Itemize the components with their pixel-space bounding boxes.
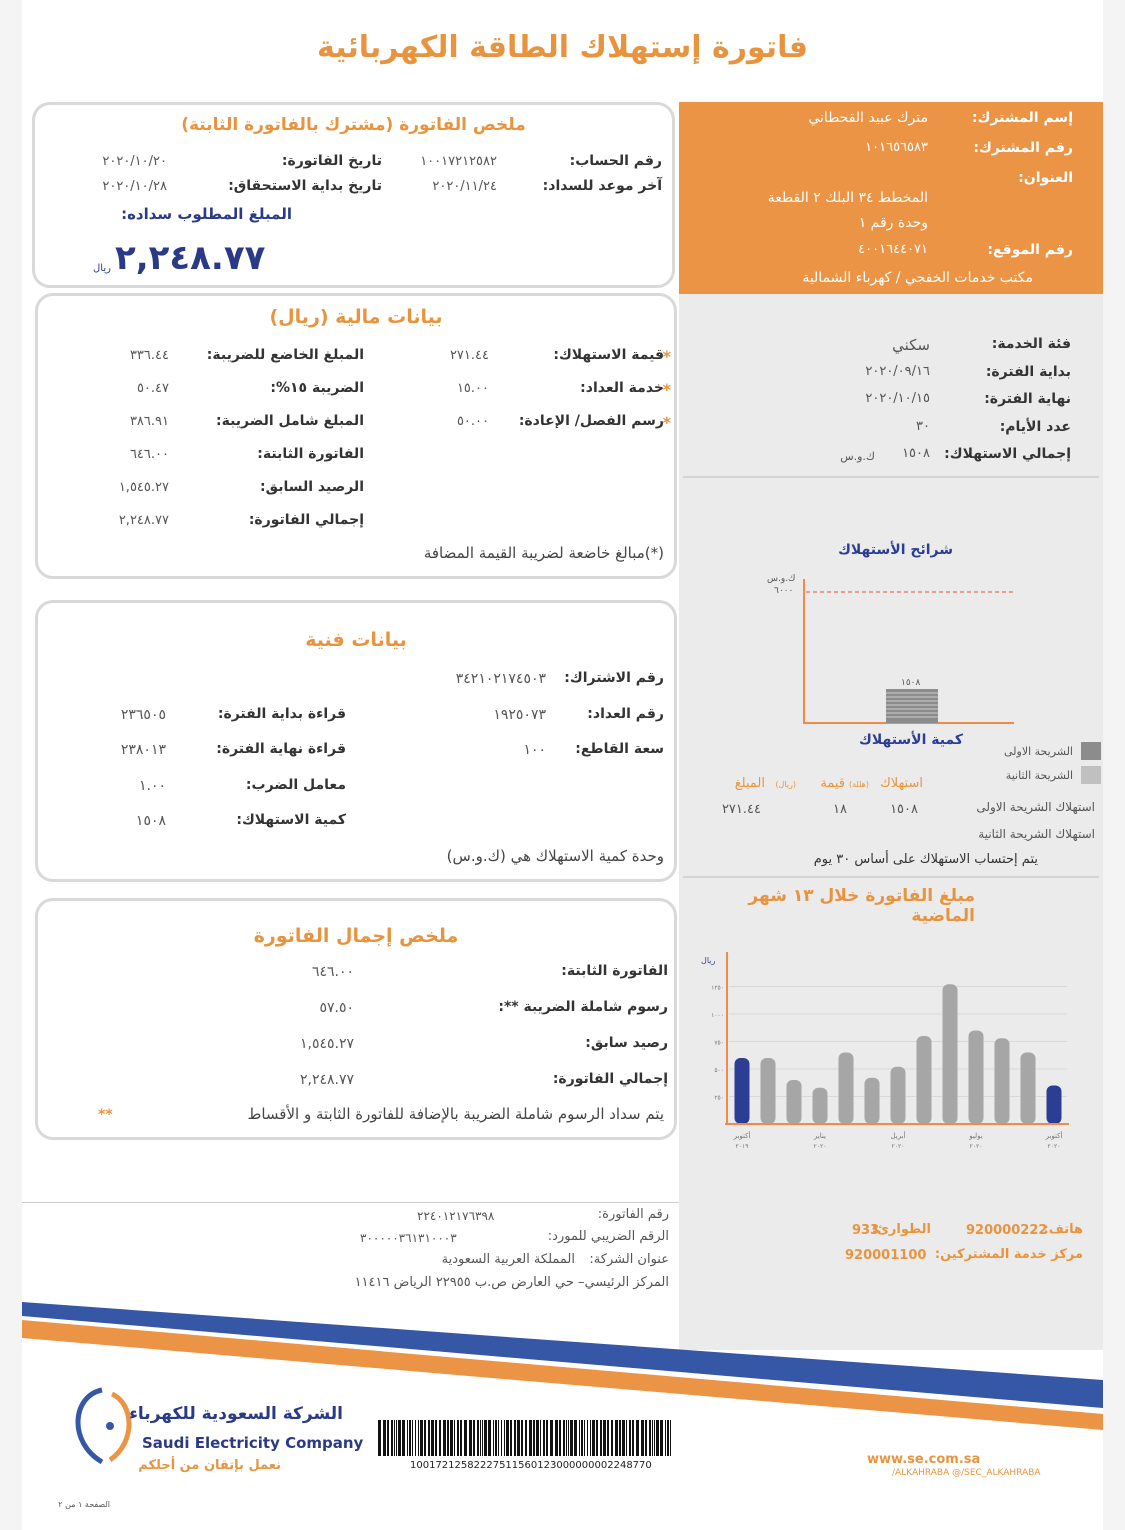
history-bar xyxy=(813,1088,828,1124)
barcode-bar xyxy=(559,1420,561,1456)
amount-due-label: المبلغ المطلوب سداده: xyxy=(121,205,292,223)
history-ylabel: ريال xyxy=(701,956,716,965)
taxable-mark: * xyxy=(662,380,671,399)
barcode-bar xyxy=(510,1420,512,1456)
barcode-bar xyxy=(579,1420,580,1456)
barcode-bar xyxy=(521,1420,523,1456)
technical-box xyxy=(35,600,677,882)
history-bar xyxy=(1021,1053,1036,1125)
barcode-bar xyxy=(665,1420,666,1456)
taxable-mark: * xyxy=(662,413,671,432)
totals-row-value: ٢,٢٤٨.٧٧ xyxy=(299,1072,354,1088)
site-number: ٤٠٠١٦٤٤٠٧١ xyxy=(858,242,928,257)
tier1-consumption: ١٥٠٨ xyxy=(890,802,918,817)
tiers-unit: ك.و.س xyxy=(767,574,796,584)
history-title: مبلغ الفاتورة خلال ١٣ شهر الماضية xyxy=(748,886,975,926)
financial-note: (*)مبالغ خاضعة لضريبة القيمة المضافة xyxy=(423,544,664,562)
company-address-label: عنوان الشركة: xyxy=(589,1252,669,1267)
consumption-quantity: ١٥٠٨ xyxy=(135,813,166,829)
consumption-label: كمية الاستهلاك: xyxy=(236,812,346,828)
taxable-mark: * xyxy=(662,347,671,366)
barcode-bar xyxy=(396,1420,397,1456)
history-bar xyxy=(839,1053,854,1125)
barcode-bar xyxy=(517,1420,520,1456)
subscription-label: رقم الاشتراك: xyxy=(564,670,664,686)
invoice-date-label: تاريخ الفاتورة: xyxy=(281,153,382,169)
amount-currency: ريال xyxy=(93,263,111,274)
history-xtick-year: ٢٠٢٠ xyxy=(1047,1143,1061,1150)
account-number: ١٠٠١٧٢١٢٥٨٢ xyxy=(420,154,497,169)
company-address: المملكة العربية السعودية xyxy=(441,1252,575,1267)
end-read-label: قراءة نهاية الفترة: xyxy=(216,741,346,757)
barcode-bar xyxy=(563,1420,565,1456)
barcode-bar xyxy=(656,1420,659,1456)
tiers-chart xyxy=(759,569,1039,729)
barcode-bar xyxy=(536,1420,539,1456)
total-consumption-unit: ك.و.س xyxy=(840,450,875,463)
page-number: الصفحة ١ من ٢ xyxy=(58,1500,110,1509)
barcode-bar xyxy=(611,1420,613,1456)
barcode-bar xyxy=(418,1420,419,1456)
period-start: ٢٠٢٠/٠٩/١٦ xyxy=(865,364,930,379)
due-date-label: آخر موعد للسداد: xyxy=(542,178,662,194)
financial-right-label: المبلغ الخاضع للضريبة: xyxy=(206,347,364,363)
period-start-label: بداية الفترة: xyxy=(985,364,1071,380)
barcode-bar xyxy=(550,1420,553,1456)
history-bar xyxy=(917,1036,932,1124)
address-line-2: وحدة رقم ١ xyxy=(858,215,928,231)
barcode-bar xyxy=(428,1420,430,1456)
barcode-bar xyxy=(660,1420,663,1456)
barcode-bar xyxy=(592,1420,595,1456)
barcode-bar xyxy=(603,1420,606,1456)
customer-center-number[interactable]: 920001100 xyxy=(845,1248,927,1263)
company-name-ar: الشركة السعودية للكهرباء xyxy=(129,1404,343,1424)
financial-box xyxy=(35,293,677,579)
barcode-bar xyxy=(450,1420,453,1456)
barcode-bar xyxy=(493,1420,494,1456)
financial-left-label: قيمة الاستهلاك: xyxy=(553,347,664,363)
barcode-bar xyxy=(473,1420,475,1456)
history-bar xyxy=(943,984,958,1124)
technical-note: وحدة كمية الاستهلاك هي (ك.و.س) xyxy=(446,847,664,865)
barcode-bar xyxy=(454,1420,455,1456)
tier2-row-label: استهلاك الشريحة الثانية xyxy=(978,827,1095,841)
totals-note-stars: ** xyxy=(98,1107,113,1123)
social-handles[interactable]: /ALKAHRABA @/SEC_ALKAHRABA xyxy=(892,1468,1041,1478)
subscriber-panel xyxy=(679,102,1103,294)
legend-tier1-swatch xyxy=(1081,742,1101,760)
totals-heading: ملخص إجمال الفاتورة xyxy=(253,925,459,947)
barcode-bar xyxy=(641,1420,644,1456)
address-line-1: المخطط ٣٤ البلك ٢ القطعة xyxy=(767,190,928,206)
period-end-label: نهاية الفترة: xyxy=(984,391,1071,407)
history-chart xyxy=(679,944,1099,1159)
barcode-bar xyxy=(629,1420,631,1456)
barcode-bar xyxy=(383,1420,386,1456)
barcode-bar xyxy=(546,1420,548,1456)
emergency-label: الطوارئ: xyxy=(871,1222,931,1237)
summary-heading: ملخص الفاتورة (مشترك بالفاتورة الثابتة) xyxy=(181,115,526,135)
legend-tier1: الشريحة الاولى xyxy=(1003,745,1073,758)
subscriber-name: مترك عبيد القحطاني xyxy=(808,110,928,126)
tier-limit-label: ٦٠٠٠ xyxy=(774,586,794,596)
divider xyxy=(683,876,1099,878)
service-category: سكني xyxy=(892,336,930,354)
barcode-bar xyxy=(670,1420,671,1456)
totals-row-label: رسوم شاملة الضريبة **: xyxy=(498,999,668,1015)
start-read-label: قراءة بداية الفترة: xyxy=(217,706,346,722)
barcode-bar xyxy=(498,1420,499,1456)
days: ٣٠ xyxy=(916,419,930,434)
history-bar xyxy=(787,1080,802,1124)
barcode-bar xyxy=(469,1420,472,1456)
barcode-bar xyxy=(619,1420,621,1456)
barcode-bar xyxy=(407,1420,408,1456)
barcode-bar xyxy=(402,1420,405,1456)
barcode-bar xyxy=(590,1420,591,1456)
amount-due: ٢,٢٤٨.٧٧ xyxy=(115,238,266,278)
barcode-bar xyxy=(622,1420,625,1456)
invoice-number: ٢٢٤٠١٢١٧٦٣٩٨ xyxy=(417,1209,495,1223)
phone-number[interactable]: 920000222 xyxy=(966,1223,1048,1238)
history-bar xyxy=(761,1058,776,1124)
divider xyxy=(22,1202,679,1203)
barcode-bar xyxy=(555,1420,558,1456)
invoice-number-label: رقم الفاتورة: xyxy=(597,1207,669,1222)
website-link[interactable]: www.se.com.sa xyxy=(867,1452,981,1467)
barcode-bar xyxy=(587,1420,588,1456)
barcode-bar xyxy=(477,1420,479,1456)
financial-right-value: ٣٣٦.٤٤ xyxy=(129,348,169,363)
customer-center-label: مركز خدمة المشتركين: xyxy=(934,1247,1083,1262)
history-xtick-month: يوليو xyxy=(969,1132,983,1140)
tier1-row-label: استهلاك الشريحة الاولى xyxy=(976,800,1095,814)
financial-right-label: المبلغ شامل الضريبة: xyxy=(216,413,364,429)
total-consumption-label: إجمالي الاستهلاك: xyxy=(944,446,1071,462)
financial-right-label: الفاتورة الثابتة: xyxy=(257,446,364,462)
financial-heading: بيانات مالية (ريال) xyxy=(269,306,443,328)
barcode-bar xyxy=(626,1420,627,1456)
barcode-bar xyxy=(645,1420,647,1456)
legend-tier2-swatch xyxy=(1081,766,1101,784)
headquarters: المركز الرئيسي– حي العارض ص.ب ٢٢٩٥٥ الرياض ١١٤١٦ xyxy=(354,1275,669,1290)
history-bar xyxy=(969,1031,984,1125)
history-xtick-year: ٢٠١٩ xyxy=(735,1143,749,1150)
history-xtick-year: ٢٠٢٠ xyxy=(813,1143,827,1150)
tax-number: ٣٠٠٠٠٠٣٦١٣١٠٠٠٣ xyxy=(360,1231,457,1245)
invoice-page xyxy=(22,0,1103,1530)
history-ytick-label: ٧٥٠ xyxy=(714,1039,724,1047)
barcode xyxy=(376,1420,676,1458)
breaker-label: سعة القاطع: xyxy=(575,741,664,757)
barcode-bar xyxy=(581,1420,583,1456)
barcode-bar xyxy=(566,1420,567,1456)
company-slogan: نعمل بإتقان من أجلكم xyxy=(138,1458,281,1473)
due-date: ٢٠٢٠/١١/٢٤ xyxy=(432,179,497,194)
technical-heading: بيانات فنية xyxy=(305,629,407,651)
barcode-bar xyxy=(482,1420,483,1456)
tier-bar xyxy=(886,689,938,723)
totals-box xyxy=(35,898,677,1140)
service-category-label: فئة الخدمة: xyxy=(991,336,1071,352)
barcode-bar xyxy=(525,1420,527,1456)
financial-left-value: ٢٧١.٤٤ xyxy=(449,348,489,363)
barcode-bar xyxy=(607,1420,609,1456)
barcode-bar xyxy=(584,1420,585,1456)
account-label: رقم الحساب: xyxy=(569,153,662,169)
start-reading: ٢٣٦٥٠٥ xyxy=(120,707,166,723)
barcode-bar xyxy=(506,1420,509,1456)
page-title: فاتورة إستهلاك الطاقة الكهربائية xyxy=(317,30,808,65)
invoice-date: ٢٠٢٠/١٠/٢٠ xyxy=(102,154,167,169)
history-xtick-month: أكتوبر xyxy=(733,1132,751,1140)
barcode-bar xyxy=(391,1420,393,1456)
barcode-bar xyxy=(649,1420,651,1456)
financial-left-value: ٥٠.٠٠ xyxy=(456,414,489,429)
barcode-bar xyxy=(514,1420,516,1456)
tier-bar-label: ١٥٠٨ xyxy=(901,678,921,688)
barcode-bar xyxy=(568,1420,569,1456)
barcode-bar xyxy=(464,1420,467,1456)
tax-number-label: الرقم الضريبي للمورد: xyxy=(547,1229,669,1244)
financial-left-value: ١٥.٠٠ xyxy=(456,381,489,396)
barcode-bar xyxy=(543,1420,545,1456)
barcode-bar xyxy=(596,1420,598,1456)
tiers-xlabel: كمية الأستهلاك xyxy=(858,732,963,748)
meter-label: رقم العداد: xyxy=(587,706,664,722)
barcode-bar xyxy=(484,1420,487,1456)
barcode-bar xyxy=(501,1420,502,1456)
history-xtick-month: أكتوبر xyxy=(1045,1132,1063,1140)
days-label: عدد الأيام: xyxy=(999,419,1071,435)
financial-right-value: ٢,٢٤٨.٧٧ xyxy=(118,513,169,528)
barcode-bar xyxy=(667,1420,669,1456)
history-bar xyxy=(735,1058,750,1124)
totals-note: يتم سداد الرسوم شاملة الضريبة بالإضافة للفاتورة الثابتة و الأقساط xyxy=(247,1105,664,1123)
barcode-bar xyxy=(443,1420,446,1456)
totals-row-value: ٥٧.٥٠ xyxy=(319,1000,354,1016)
totals-row-value: ١,٥٤٥.٢٧ xyxy=(299,1036,354,1052)
barcode-bar xyxy=(412,1420,413,1456)
barcode-bar xyxy=(420,1420,423,1456)
sec-logo-icon xyxy=(62,1382,142,1477)
history-ytick-label: ١٠٠٠ xyxy=(711,1012,724,1019)
site-number-label: رقم الموقع: xyxy=(987,242,1073,258)
barcode-bar xyxy=(504,1420,505,1456)
company-name-en: Saudi Electricity Company xyxy=(142,1434,364,1452)
multiplication-factor: ١.٠٠ xyxy=(138,778,166,794)
history-xtick-month: أبريل xyxy=(890,1132,906,1140)
period-end: ٢٠٢٠/١٠/١٥ xyxy=(865,391,930,406)
financial-left-label: رسم الفصل/ الإعادة: xyxy=(518,413,664,429)
subscriber-number-label: رقم المشترك: xyxy=(973,140,1073,156)
barcode-bar xyxy=(632,1420,634,1456)
service-office: مكتب خدمات الخفجي / كهرباء الشمالية xyxy=(802,270,1033,286)
col-amount: المبلغ xyxy=(734,776,765,791)
history-bar xyxy=(995,1038,1010,1124)
barcode-bar xyxy=(457,1420,459,1456)
barcode-bar xyxy=(378,1420,381,1456)
barcode-number: 10017212582227511560123000000002248770 xyxy=(410,1460,652,1471)
history-bar xyxy=(1047,1086,1062,1125)
barcode-bar xyxy=(615,1420,618,1456)
col-consumption: استهلاك xyxy=(880,776,923,791)
barcode-bar xyxy=(431,1420,434,1456)
subscription-number: ٣٤٢١٠٢١٧٤٥٠٣ xyxy=(455,671,546,687)
barcode-bar xyxy=(540,1420,541,1456)
financial-right-label: الضريبة ١٥%: xyxy=(270,380,364,396)
barcode-bar xyxy=(460,1420,462,1456)
barcode-bar xyxy=(415,1420,416,1456)
phone-label: هاتف: xyxy=(1043,1222,1083,1237)
subscriber-number: ١٠١٦٥٦٥٨٣ xyxy=(865,140,928,155)
history-ytick-label: ٥٠٠ xyxy=(714,1067,724,1074)
financial-right-label: الرصيد السابق: xyxy=(259,479,364,495)
barcode-bar xyxy=(424,1420,426,1456)
barcode-bar xyxy=(435,1420,437,1456)
col-rate: قيمة xyxy=(820,776,845,791)
meter-number: ١٩٢٥٠٧٣ xyxy=(493,707,546,723)
total-consumption: ١٥٠٨ xyxy=(902,446,930,461)
divider xyxy=(683,476,1099,478)
barcode-bar xyxy=(480,1420,481,1456)
tier1-amount: ٢٧١.٤٤ xyxy=(721,802,761,817)
side-panel xyxy=(679,294,1103,1350)
tiers-basis: يتم إحتساب الاستهلاك على أساس ٣٠ يوم xyxy=(813,852,1038,867)
totals-row-label: رصيد سابق: xyxy=(585,1035,668,1051)
barcode-bar xyxy=(654,1420,655,1456)
barcode-bar xyxy=(533,1420,535,1456)
barcode-bar xyxy=(439,1420,441,1456)
history-xtick-year: ٢٠٢٠ xyxy=(969,1143,983,1150)
tiers-title: شرائح الأستهلاك xyxy=(838,542,953,558)
history-bar xyxy=(865,1078,880,1124)
totals-row-value: ٦٤٦.٠٠ xyxy=(311,964,354,980)
barcode-bar xyxy=(636,1420,639,1456)
financial-left-label: خدمة العداد: xyxy=(580,380,664,396)
address-label: العنوان: xyxy=(1018,170,1073,186)
col-amount-unit: (ريال) xyxy=(775,780,796,789)
due-start-date: ٢٠٢٠/١٠/٢٨ xyxy=(102,179,167,194)
financial-right-value: ١,٥٤٥.٢٧ xyxy=(118,480,169,495)
financial-right-value: ٥٠.٤٧ xyxy=(136,381,169,396)
col-rate-unit: (هللة) xyxy=(848,780,869,789)
barcode-bar xyxy=(495,1420,497,1456)
barcode-bar xyxy=(574,1420,577,1456)
tier1-rate: ١٨ xyxy=(833,802,847,817)
totals-row-label: إجمالي الفاتورة: xyxy=(552,1071,668,1087)
barcode-bar xyxy=(447,1420,449,1456)
barcode-bar xyxy=(387,1420,389,1456)
barcode-bar xyxy=(570,1420,573,1456)
financial-right-value: ٣٨٦.٩١ xyxy=(129,414,169,429)
breaker-capacity: ١٠٠ xyxy=(523,742,546,758)
due-start-label: تاريخ بداية الاستحقاق: xyxy=(228,178,382,194)
barcode-bar xyxy=(394,1420,395,1456)
totals-row-label: الفاتورة الثابتة: xyxy=(561,963,668,979)
history-xtick-year: ٢٠٢٠ xyxy=(891,1143,905,1150)
barcode-bar xyxy=(398,1420,401,1456)
factor-label: معامل الضرب: xyxy=(245,777,346,793)
barcode-bar xyxy=(600,1420,602,1456)
history-ytick-label: ١٢٥٠ xyxy=(711,984,724,992)
history-xtick-month: يناير xyxy=(813,1132,827,1140)
end-reading: ٢٣٨٠١٣ xyxy=(120,742,166,758)
history-bar xyxy=(891,1067,906,1124)
barcode-bar xyxy=(529,1420,532,1456)
financial-right-value: ٦٤٦.٠٠ xyxy=(129,447,169,462)
financial-right-label: إجمالي الفاتورة: xyxy=(248,512,364,528)
barcode-bar xyxy=(409,1420,411,1456)
subscriber-name-label: إسم المشترك: xyxy=(972,110,1073,126)
legend-tier2: الشريحة الثانية xyxy=(1005,769,1073,782)
barcode-bar xyxy=(488,1420,491,1456)
history-ytick-label: ٢٥٠ xyxy=(714,1094,724,1102)
barcode-bar xyxy=(652,1420,653,1456)
emergency-number[interactable]: 933 xyxy=(852,1223,880,1238)
invoice-summary-box xyxy=(32,102,675,288)
